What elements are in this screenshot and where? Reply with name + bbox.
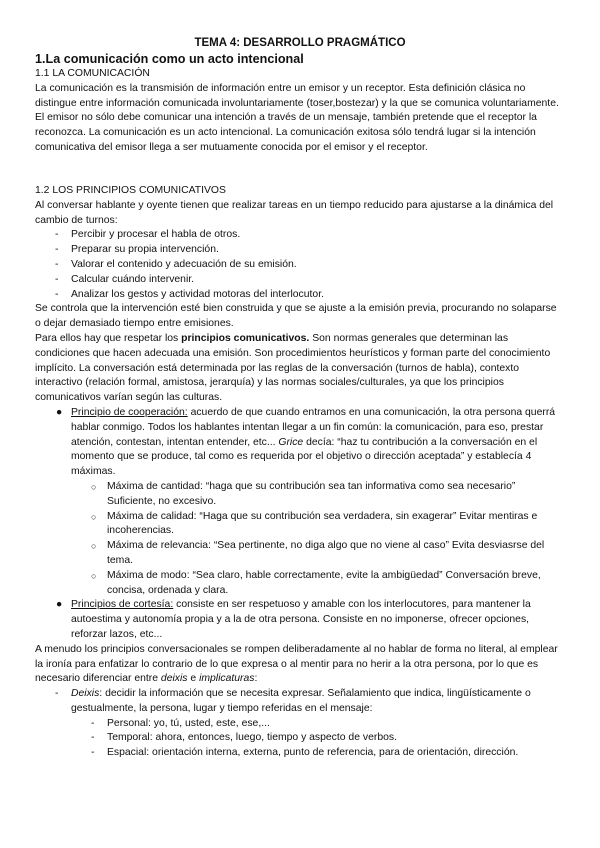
section-heading-1: 1.La comunicación como un acto intencional bbox=[35, 52, 304, 66]
list-item: - Espacial: orientación interna, externa, punto de referencia, para de orientación, dirección. bbox=[35, 746, 565, 761]
deixis-list bbox=[35, 717, 565, 761]
list-item: - Personal: yo, tú, usted, este, ese,... bbox=[35, 717, 565, 732]
list-item: - Preparar su propia intervención. bbox=[35, 243, 565, 258]
list-item: - Temporal: ahora, entonces, luego, tiempo y aspecto de verbos. bbox=[35, 731, 565, 746]
section-1-1 bbox=[35, 67, 565, 156]
bullet-cooperation: ● Principio de cooperación: acuerdo de que cuando entramos en una comunicación, la otra persona querrá hablar conmigo. Todos los hablantes intentan llegar a un fin común: la comunicación, para eso, prestar atención, contestan, intentan entender, etc... Grice decía: “haz tu contribución a la conversación en el momento que se produce, tal como es requerida por el objetivo o dirección aceptada” y establecía 4 máximas. bbox=[56, 406, 556, 478]
paragraph: A menudo los principios conversacionales se rompen deliberadamente al no hablar de forma no literal, al emplear la ironía para enfatizar lo contrario de lo que expresa o al mentir para no herir a la otra persona, por lo que es necesario diferenciar entre deixis e implicaturas: bbox=[35, 643, 558, 685]
document-title: TEMA 4: DESARROLLO PRAGMÁTICO bbox=[194, 37, 406, 49]
paragraph: La comunicación es la transmisión de información entre un emisor y un receptor. Esta definición clásica no distingue entre información comunicada involuntariamente (toser,bostezar) y la que se comunica voluntariamente. bbox=[35, 82, 559, 109]
subsection-heading-1-1: 1.1 LA COMUNICACIÓN bbox=[35, 68, 150, 79]
paragraph: Al conversar hablante y oyente tienen que realizar tareas en un tiempo reducido para ajustarse a la dinámica del cambio de turnos: bbox=[35, 199, 554, 226]
maxim-item: ○ Máxima de cantidad: “haga que su contribución sea tan informativa como sea necesario” Suficiente, no excesivo. bbox=[91, 480, 516, 507]
list-item: - Calcular cuándo intervenir. bbox=[35, 273, 565, 288]
paragraph: Se controla que la intervención esté bien construida y que se ajuste a la emisión previa, procurando no solaparse o dejar demasiado tiempo entre emisiones. bbox=[35, 303, 557, 330]
bullet-courtesy: ● Principios de cortesía: consiste en ser respetuoso y amable con los interlocutores, para mantener la autoestima y autonomía propia y a la de otra persona. Consiste en no imponerse, ofrecer opciones, reforzar lazos, etc... bbox=[56, 599, 531, 640]
grice-name: Grice bbox=[278, 436, 304, 448]
list-item: - Valorar el contenido y adecuación de su emisión. bbox=[35, 258, 565, 273]
circle-bullet-icon: ○ bbox=[91, 481, 97, 492]
bullet-icon: ● bbox=[56, 599, 63, 611]
paragraph: Para ellos hay que respetar los principios comunicativos. Son normas generales que determinan las condiciones que hacen adecuada una emisión. Son procedimientos heurísticos y forman parte del conocimiento implícito. La conversación está determinada por las reglas de la conversación (turnos de habla), contexto interactivo (relación formal, amistosa, jerarquía) y las normas sociales/culturales, ya que los principios comunicativos varían según las culturas. bbox=[35, 332, 551, 404]
maxim-item: ○ Máxima de relevancia: “Sea pertinente, no diga algo que no viene al caso” Evita desviasrse del tema. bbox=[91, 540, 545, 566]
list-item: - Analizar los gestos y actividad motoras del interlocutor. bbox=[35, 288, 565, 303]
bullet-icon: ● bbox=[56, 406, 63, 418]
deixis-label: Deixis bbox=[71, 688, 100, 700]
maxim-item: ○ Máxima de calidad: “Haga que su contribución sea verdadera, sin exagerar” Evitar mentiras e incoherencias. bbox=[91, 510, 538, 537]
subsection-heading-1-2: 1.2 LOS PRINCIPIOS COMUNICATIVOS bbox=[35, 185, 226, 196]
circle-bullet-icon: ○ bbox=[91, 570, 97, 581]
paragraph: El emisor no sólo debe comunicar una intención a través de un mensaje, también pretende que el receptor la reconozca. La comunicación es un acto intencional. La comunicación exitosa sólo tendrá lugar si la intención comunicativa del emisor llega a ser mutuamente conocida por el emisor y el receptor. bbox=[35, 112, 537, 153]
circle-bullet-icon: ○ bbox=[91, 511, 97, 522]
deixis-item: - Deixis: decidir la información que se necesita expresar. Señalamiento que indica, lingüísticamente o gestualmente, la persona, lugar y tiempo referidas en el mensaje: bbox=[55, 688, 531, 714]
circle-bullet-icon: ○ bbox=[91, 541, 97, 552]
list-item: - Percibir y procesar el habla de otros. bbox=[35, 228, 565, 243]
section-1-2 bbox=[35, 184, 565, 761]
courtesy-label: Principios de cortesía: bbox=[71, 599, 174, 611]
bold-term: principios comunicativos. bbox=[181, 332, 310, 344]
cooperation-label: Principio de cooperación: bbox=[71, 406, 188, 418]
task-list bbox=[35, 228, 565, 302]
maxim-item: ○ Máxima de modo: “Sea claro, hable correctamente, evite la ambigüedad” Conversación breve, concisa, ordenada y clara. bbox=[91, 569, 541, 596]
